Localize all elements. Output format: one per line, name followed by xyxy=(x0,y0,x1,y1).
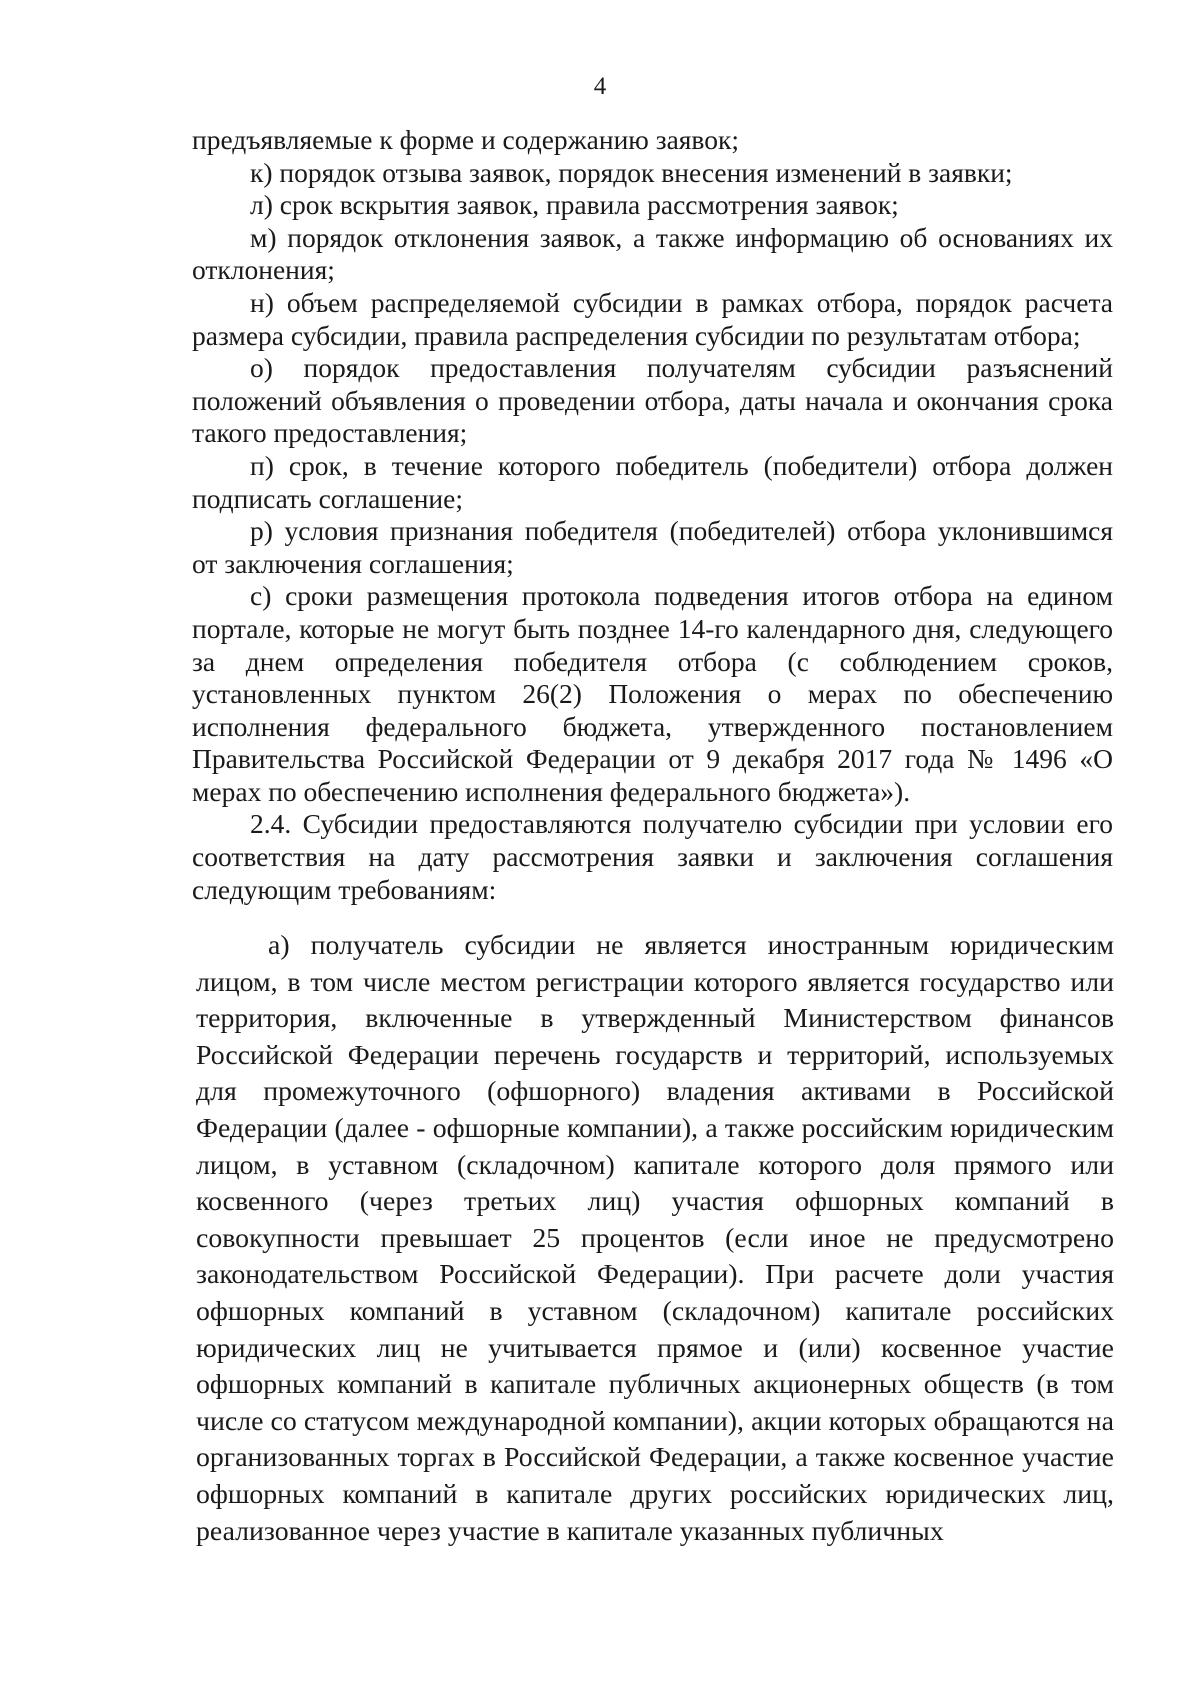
paragraph-k: к) порядок отзыва заявок, порядок внесения изменений в заявки; xyxy=(250,156,1013,188)
paragraph-intro: предъявляемые к форме и содержанию заявок; xyxy=(192,124,739,155)
paragraph-2-4: 2.4. Субсидии предоставляются получателю субсидии при условии его соответствия на дату рассмотрения заявки и заключения соглашения следующим требованиям: xyxy=(192,808,1113,905)
paragraph-r: р) условия признания победителя (победителей) отбора уклонившимся от заключения соглашения; xyxy=(192,515,1113,579)
paragraph-o: о) порядок предоставления получателям субсидии разъяснений положений объявления о проведении отбора, даты начала и окончания срока такого предоставления; xyxy=(192,352,1113,449)
paragraph-n: н) объем распределяемой субсидии в рамках отбора, порядок расчета размера субсидии, правила распределения субсидии по результатам отбора; xyxy=(192,286,1113,351)
paragraph-a: а) получатель субсидии не является иностранным юридическим лицом, в том числе местом регистрации которого является государство или территория, включенные в утвержденный Министерством финансов Российской Федерации перечень государств и территорий, используемых для промежуточного (офшорного) владения активами в Российской Федерации (далее - офшорные компании), а также российским юридическим лицом, в уставном (складочном) капитале которого доля прямого или косвенного (через третьих лиц) участия офшорных компаний в совокупности превышает 25 процентов (если иное не предусмотрено законодательством Российской Федерации). При расчете доли участия офшорных компаний в уставном (складочном) капитале российских юридических лиц не учитывается прямое и (или) косвенное участие офшорных компаний в капитале публичных акционерных обществ (в том числе со статусом международной компании), акции которых обращаются на организованных торгах в Российской Федерации, а также косвенное участие офшорных компаний в капитале других российских юридических лиц, реализованное через участие в капитале указанных публичных xyxy=(196,930,1114,1547)
paragraph-m: м) порядок отклонения заявок, а также информацию об основаниях их отклонения; xyxy=(192,221,1113,286)
text-block-lower xyxy=(196,928,1114,1550)
paragraph-l: л) срок вскрытия заявок, правила рассмотрения заявок; xyxy=(250,189,899,221)
page-number: 4 xyxy=(593,73,607,100)
paragraph-s: с) сроки размещения протокола подведения итогов отбора на едином портале, которые не могут быть позднее 14-го календарного дня, следующего за днем определения победителя отбора (с соблюдением сроков, установленных пунктом 26(2) Положения о мерах по обеспечению исполнения федерального бюджета, утвержденного постановлением Правительства Российской Федерации от 9 декабря 2017 года № 1496 «О мерах по обеспечению исполнения федерального бюджета»). xyxy=(192,580,1113,807)
text-block-upper xyxy=(192,124,1113,906)
paragraph-p: п) срок, в течение которого победитель (победители) отбора должен подписать соглашение; xyxy=(192,449,1113,514)
